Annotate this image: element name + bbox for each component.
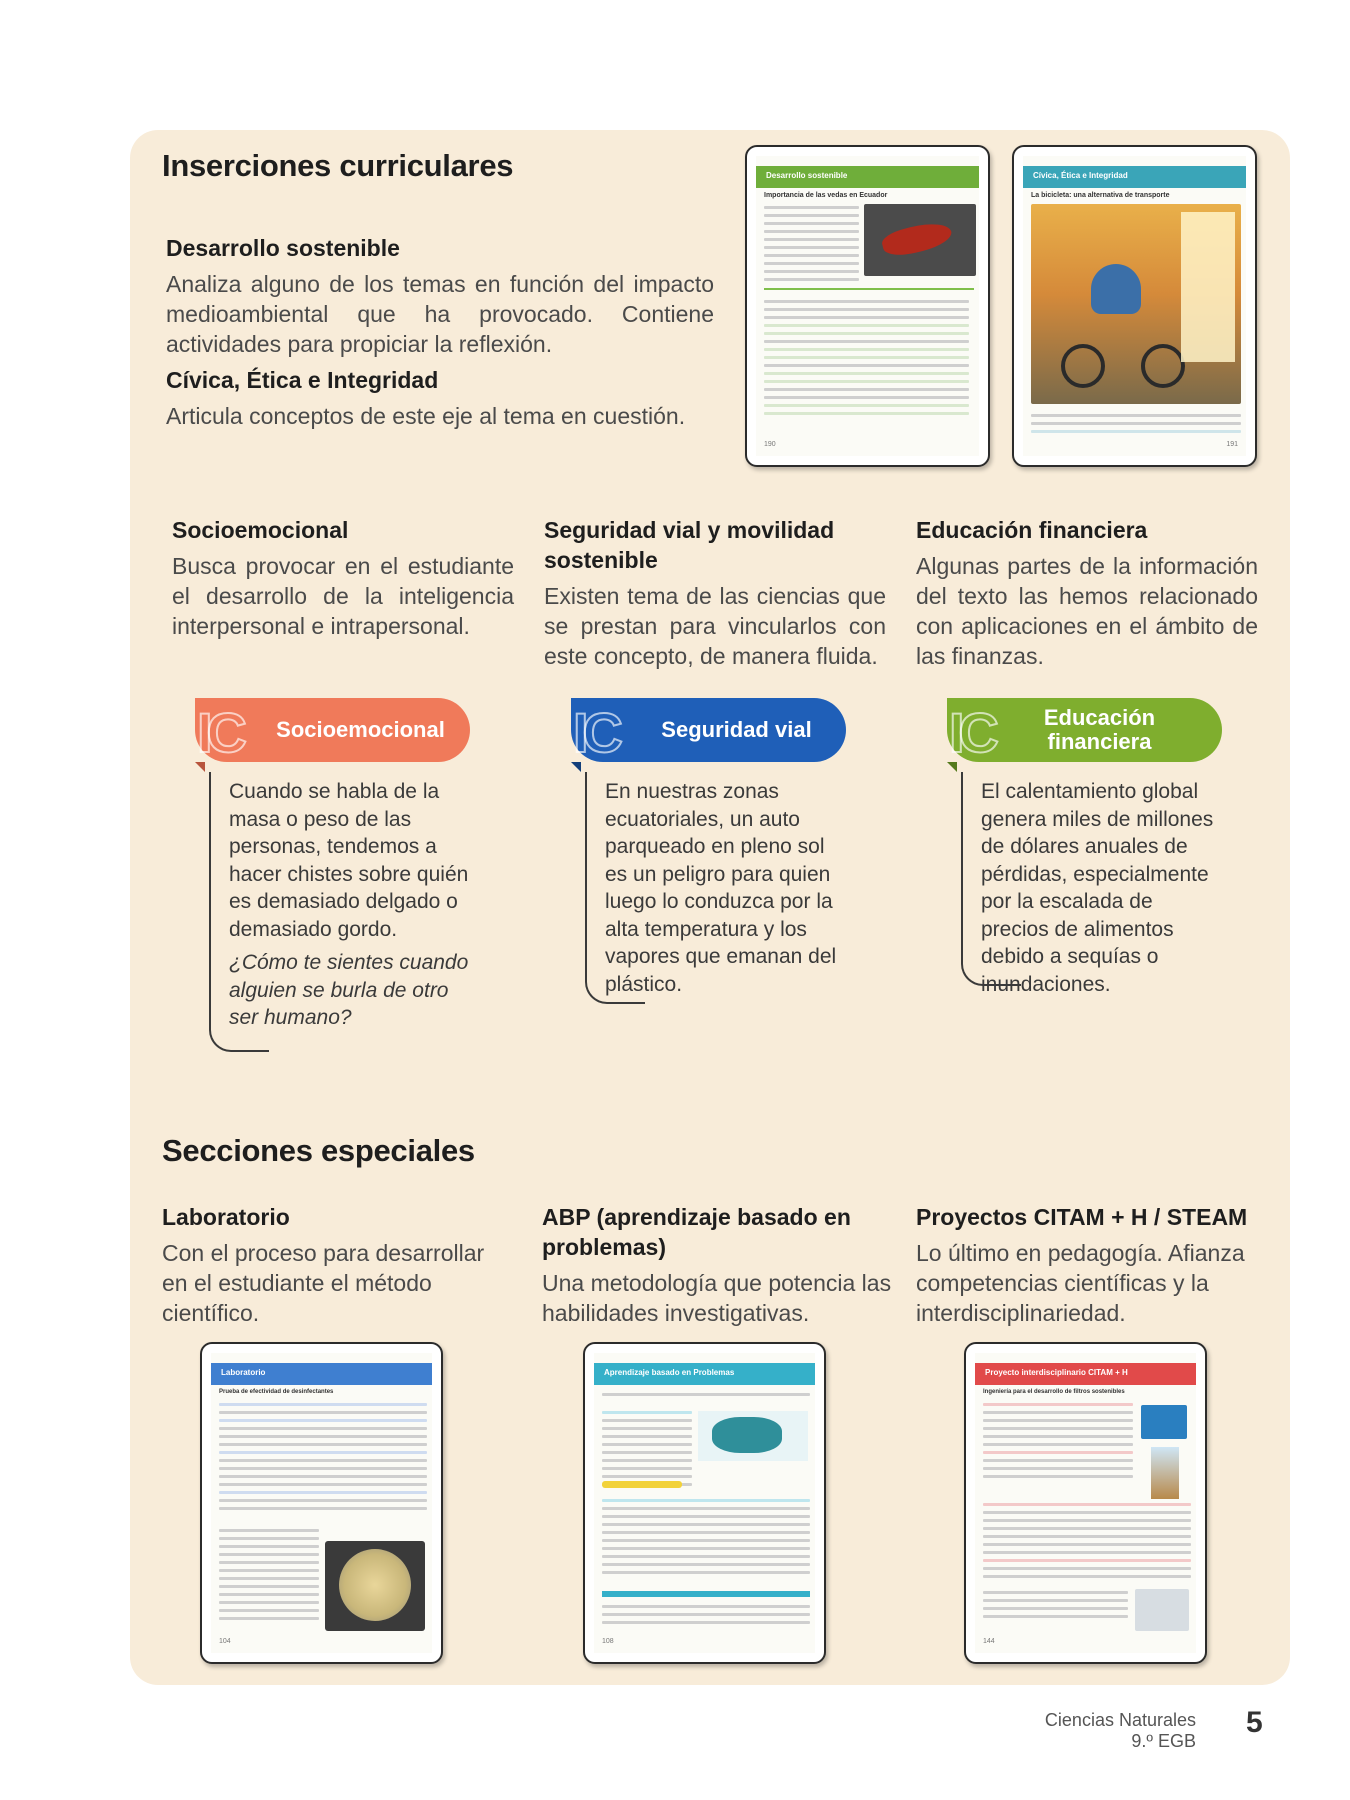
ic-body: En nuestras zonas ecuatoriales, un auto parqueado en pleno sol es un peligro para quien luego lo conduzca por la alta temperatura y los vapores que emanan del plástico.: [605, 780, 837, 996]
page-number: 5: [1246, 1706, 1263, 1739]
ic-text-block: [605, 778, 845, 998]
thumbnail-proyectos: [964, 1342, 1207, 1664]
footer-subject-block: [960, 1710, 1196, 1752]
ic-label: Socioemocional: [276, 717, 445, 742]
laboratorio-heading: Laboratorio: [162, 1204, 290, 1230]
civica-heading: Cívica, Ética e Integridad: [166, 367, 439, 393]
ic-pill-educacion-financiera: [947, 698, 1222, 762]
socioemocional-heading: Socioemocional: [172, 517, 349, 543]
ic-logo-icon: IC: [949, 701, 993, 764]
thumb-photo-lab: [1135, 1589, 1189, 1631]
section-title-secciones: Secciones especiales: [162, 1133, 475, 1168]
seguridad-vial-heading: Seguridad vial y movilidad sostenible: [544, 517, 835, 573]
thumbnail-abp: [583, 1342, 826, 1664]
thumb-subtitle: La bicicleta: una alternativa de transporte: [1031, 192, 1170, 199]
ic-logo-icon: IC: [573, 701, 617, 764]
educacion-financiera-heading: Educación financiera: [916, 517, 1148, 543]
column-socioemocional: [172, 515, 514, 641]
abp-text: Una metodología que potencia las habilidades investigativas.: [542, 1270, 892, 1326]
proyectos-heading: Proyectos CITAM + H / STEAM: [916, 1204, 1248, 1230]
thumb-photo-lobster: [864, 204, 976, 276]
thumb-photo-petri-dish: [325, 1541, 425, 1631]
thumb-band-title: Aprendizaje basado en Problemas: [604, 1368, 735, 1377]
desarrollo-text: Analiza alguno de los temas en función del impacto medioambiental que ha provocado. Contiene actividades para propiciar la reflexión.: [166, 271, 714, 357]
ic-label: Educación financiera: [1043, 705, 1156, 754]
laboratorio-text: Con el proceso para desarrollar en el estudiante el método científico.: [162, 1240, 485, 1326]
thumb-page-number: 144: [983, 1638, 995, 1645]
abp-heading: ABP (aprendizaje basado en problemas): [542, 1204, 851, 1260]
thumb-illustration-cyclist: [1031, 204, 1241, 404]
column-seguridad-vial: [544, 515, 886, 671]
thumb-page-number: 108: [602, 1638, 614, 1645]
thumbnail-civica-etica: [1012, 145, 1257, 467]
column-abp: [542, 1202, 894, 1328]
ic-body: Cuando se habla de la masa o peso de las personas, tendemos a hacer chistes sobre quién es demasiado delgado o demasiado gordo.: [229, 780, 469, 941]
thumbnail-desarrollo-sostenible: [745, 145, 990, 467]
thumb-page-number: 191: [1226, 441, 1238, 448]
column-educacion-financiera: [916, 515, 1258, 671]
ic-logo-icon: IC: [197, 701, 241, 764]
thumb-band-title: Laboratorio: [221, 1368, 266, 1377]
section-title-inserciones: Inserciones curriculares: [162, 148, 514, 183]
thumb-band-title: Desarrollo sostenible: [766, 171, 848, 180]
ic-body: El calentamiento global genera miles de millones de dólares anuales de pérdidas, especialmente por la escalada de precios de alimentos debido a sequías o inundaciones.: [981, 780, 1214, 996]
thumbnail-laboratorio: [200, 1342, 443, 1664]
thumb-ods-logo: [1141, 1405, 1187, 1439]
ic-question: ¿Cómo te sientes cuando alguien se burla de otro ser humano?: [229, 951, 469, 1029]
ic-card-socioemocional: [195, 698, 475, 1058]
seguridad-vial-text: Existen tema de las ciencias que se prestan para vincularlos con este concepto, de manera fluida.: [544, 583, 886, 669]
thumb-subtitle: Prueba de efectividad de desinfectantes: [219, 1389, 334, 1395]
ic-pill-socioemocional: [195, 698, 470, 762]
desarrollo-heading: Desarrollo sostenible: [166, 235, 400, 261]
thumb-band-title: Proyecto interdisciplinario CITAM + H: [985, 1368, 1128, 1377]
thumb-band-title: Cívica, Ética e Integridad: [1033, 171, 1128, 180]
thumb-page-number: 104: [219, 1638, 231, 1645]
footer-grade: 9.º EGB: [1131, 1731, 1196, 1751]
thumb-page-number: 190: [764, 441, 776, 448]
ic-text-block: [229, 778, 469, 1032]
ic-text-block: [981, 778, 1221, 998]
socioemocional-text: Busca provocar en el estudiante el desarrollo de la inteligencia interpersonal e intrapersonal.: [172, 553, 514, 639]
thumb-subtitle: Ingeniería para el desarrollo de filtros sostenibles: [983, 1389, 1125, 1395]
footer-subject: Ciencias Naturales: [1044, 1710, 1196, 1730]
thumb-subtitle: Importancia de las vedas en Ecuador: [764, 192, 888, 199]
proyectos-text: Lo último en pedagogía. Afianza competencias científicas y la interdisciplinariedad.: [916, 1240, 1245, 1326]
column-laboratorio: [162, 1202, 514, 1328]
desarrollo-block: [166, 233, 714, 431]
ic-card-seguridad-vial: [571, 698, 851, 1018]
educacion-financiera-text: Algunas partes de la información del texto las hemos relacionado con aplicaciones en el ámbito de las finanzas.: [916, 553, 1258, 669]
ic-card-educacion-financiera: [947, 698, 1227, 1008]
thumb-filter-image: [1151, 1447, 1179, 1499]
column-proyectos: [916, 1202, 1268, 1328]
civica-text: Articula conceptos de este eje al tema en cuestión.: [166, 403, 686, 429]
ic-pill-seguridad-vial: [571, 698, 846, 762]
thumb-illustration-people: [698, 1411, 808, 1461]
ic-label: Seguridad vial: [661, 717, 812, 742]
